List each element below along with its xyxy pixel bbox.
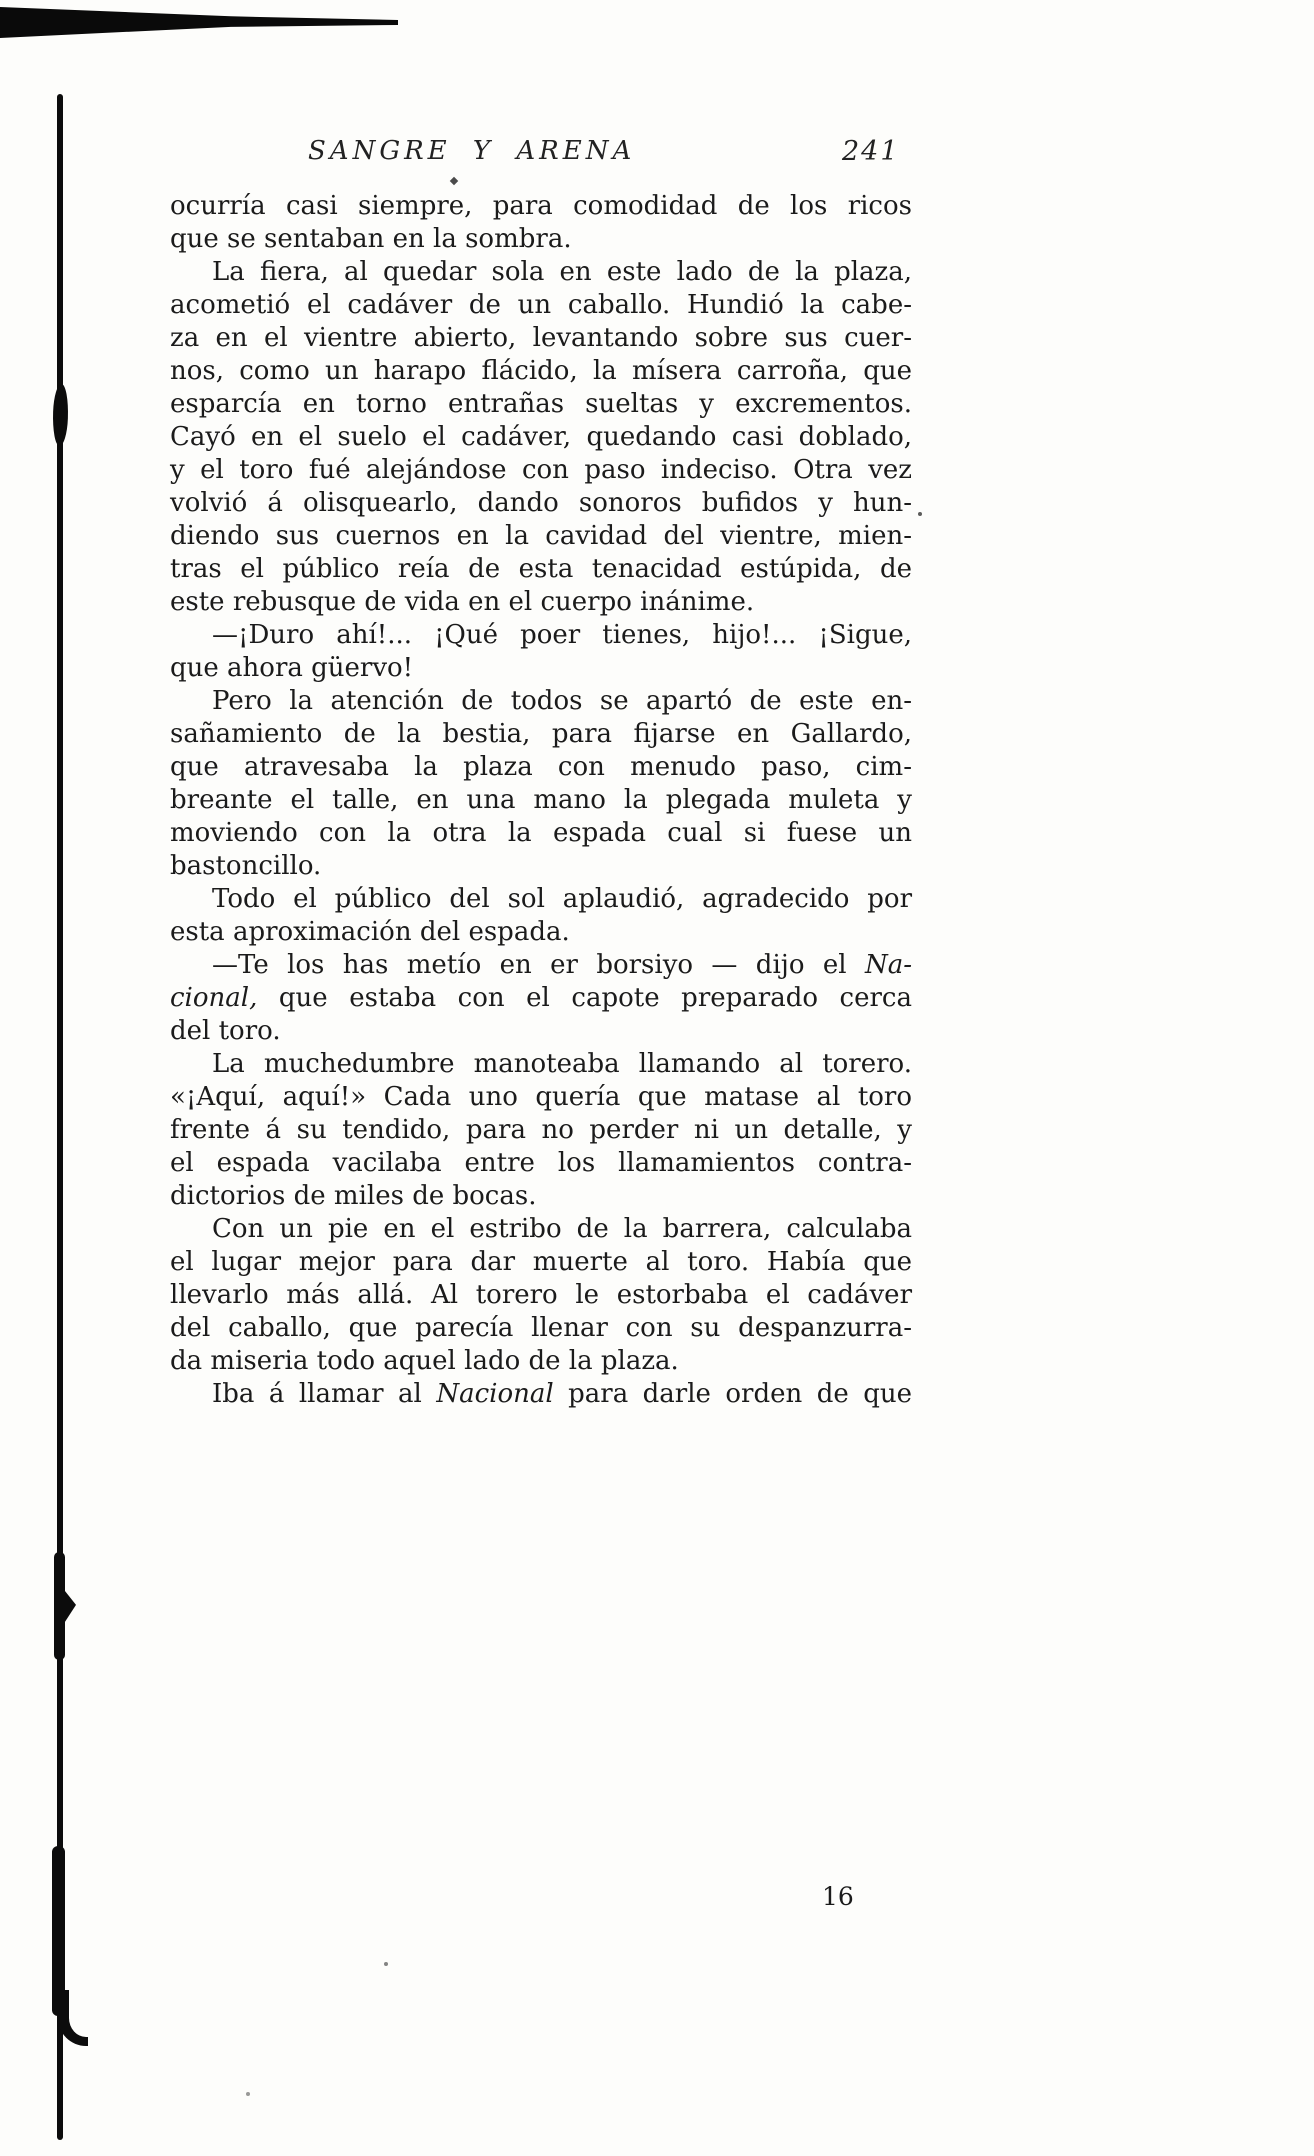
paragraph [170,1213,912,1378]
text-segment: para darle orden de que [553,1379,912,1409]
text-line: tras el público reía de esta tenacidad estúpida, de [170,554,912,584]
text-line: nos, como un harapo flácido, la mísera carroña, que [170,356,912,386]
text-line: Con un pie en el estribo de la barrera, calculaba [212,1214,912,1244]
text-line: sañamiento de la bestia, para fijarse en Gallardo, [170,719,912,749]
paragraph [170,190,912,256]
text-line: del toro. [170,1016,281,1046]
text-line: dictorios de miles de bocas. [170,1181,537,1211]
text-line: da miseria todo aquel lado de la plaza. [170,1346,679,1376]
text-line: que atravesaba la plaza con menudo paso, cim- [170,752,912,782]
text-line: diendo sus cuernos en la cavidad del vientre, mien- [170,521,912,551]
text-line: ocurría casi siempre, para comodidad de los ricos [170,191,912,221]
text-line: La muchedumbre manoteaba llamando al torero. [212,1049,912,1079]
text-line: acometió el cadáver de un caballo. Hundió la cabe- [170,290,912,320]
text-block [170,190,912,1411]
scan-artifact-point [61,1586,76,1628]
text-line: llevarlo más allá. Al torero le estorbaba el cadáver [170,1280,912,1310]
scan-speck [918,512,922,516]
text-line [170,1378,912,1411]
text-line: —¡Duro ahí!... ¡Qué poer tienes, hijo!... ¡Sigue, [212,620,912,650]
scan-speck [246,2092,250,2096]
text-line: esparcía en torno entrañas sueltas y excrementos. [170,389,912,419]
signature-number: 16 [822,1882,854,1911]
text-line: La fiera, al quedar sola en este lado de la plaza, [212,257,912,287]
italic-text-segment: cional, [170,983,258,1013]
text-line: Todo el público del sol aplaudió, agradecido por [212,884,912,914]
ornament-mark [450,177,458,185]
paragraph [170,685,912,883]
paragraph [170,1378,912,1411]
paragraph [170,1048,912,1213]
text-line: el espada vacilaba entre los llamamientos contra- [170,1148,912,1178]
paragraph [170,619,912,685]
text-line: frente á su tendido, para no perder ni un detalle, y [170,1115,912,1145]
text-line: za en el vientre abierto, levantando sobre sus cuer- [170,323,912,353]
scan-artifact-blob [52,384,69,446]
paragraph [170,256,912,619]
text-line: moviendo con la otra la espada cual si fuese un [170,818,912,848]
text-line: «¡Aquí, aquí!» Cada uno quería que matase al toro [170,1082,912,1112]
scan-artifact-top-bar [0,7,398,38]
text-line: el lugar mejor para dar muerte al toro. Había que [170,1247,912,1277]
text-line: y el toro fué alejándose con paso indeciso. Otra vez [170,455,912,485]
text-line: que ahora güervo! [170,653,414,683]
running-title: SANGRE Y ARENA [308,136,636,166]
text-line: Cayó en el suelo el cadáver, quedando casi doblado, [170,422,912,452]
text-line: breante el talle, en una mano la plegada muleta y [170,785,912,815]
scan-speck [384,1962,388,1966]
text-line: este rebusque de vida en el cuerpo inánime. [170,587,755,617]
text-line [170,982,912,1015]
page-number: 241 [842,136,900,167]
text-line: que se sentaban en la sombra. [170,224,572,254]
text-line: Pero la atención de todos se apartó de este en- [212,686,912,716]
text-line: del caballo, que parecía llenar con su despanzurra- [170,1313,912,1343]
italic-text-segment: Nacional [436,1379,554,1409]
text-line: volvió á olisquearlo, dando sonoros bufidos y hun- [170,488,912,518]
text-line: bastoncillo. [170,851,322,881]
text-segment: que estaba con el capote preparado cerca [257,983,912,1013]
text-segment: Iba á llamar al [212,1379,437,1409]
text-line [170,949,912,982]
paragraph [170,949,912,1048]
italic-text-segment: Na- [864,950,912,980]
text-segment: —Te los has metío en er borsiyo — dijo el [212,950,865,980]
paragraph [170,883,912,949]
text-line: esta aproximación del espada. [170,917,570,947]
